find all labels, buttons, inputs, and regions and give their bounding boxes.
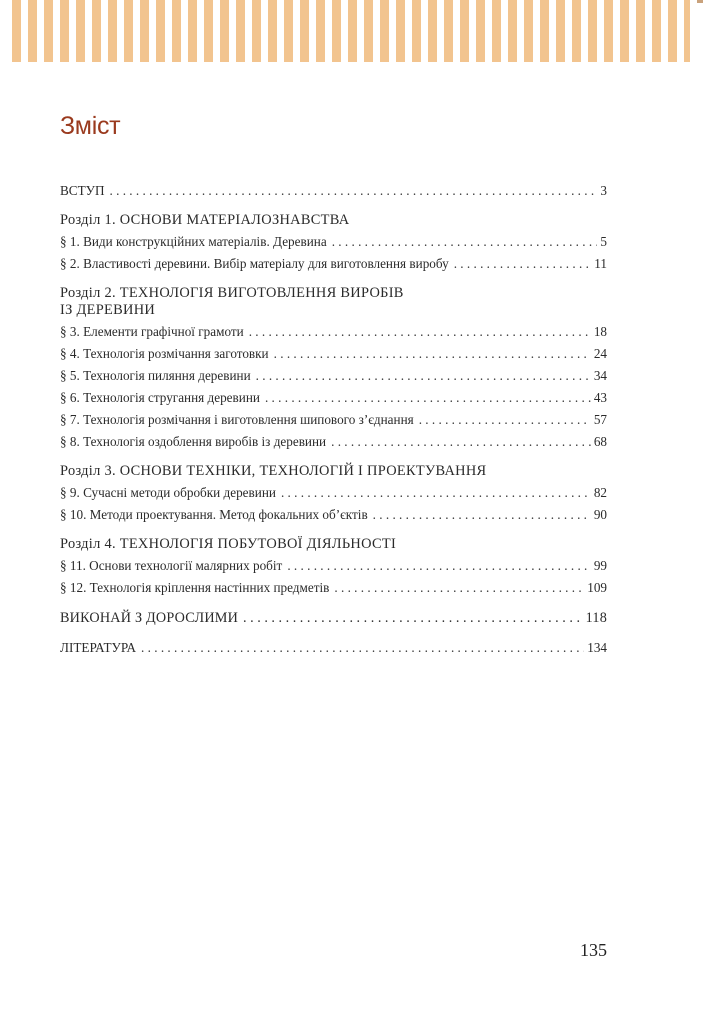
- toc-entry-label: § 8. Технологія оздоблення виробів із деревини: [60, 434, 327, 449]
- section-heading-line: Розділ 2. ТЕХНОЛОГІЯ ВИГОТОВЛЕННЯ ВИРОБІВ: [60, 285, 404, 301]
- toc-entry-page: 34: [593, 368, 607, 383]
- toc-entry[interactable]: [60, 387, 607, 409]
- toc-entry[interactable]: [60, 431, 607, 453]
- toc-entry-label: § 6. Технологія стругання деревини: [60, 390, 260, 405]
- toc-entry[interactable]: [60, 504, 607, 526]
- toc-entry-page: 90: [593, 507, 607, 522]
- decorative-stripes-header: [0, 0, 690, 62]
- toc-entry-label: § 4. Технологія розмічання заготовки: [60, 346, 269, 361]
- toc-entry-label: § 5. Технологія пиляння деревини: [60, 368, 251, 383]
- toc-entry[interactable]: [60, 482, 607, 504]
- stripes-edge: [0, 0, 12, 62]
- toc-entry-page: 5: [600, 234, 607, 249]
- toc-entry[interactable]: [60, 231, 607, 253]
- toc-leader-dots: [281, 482, 591, 504]
- table-of-contents: [60, 180, 607, 659]
- toc-entry-label: § 9. Сучасні методи обробки деревини: [60, 485, 276, 500]
- toc-entry[interactable]: [60, 577, 607, 599]
- toc-entry-page: 134: [587, 640, 607, 655]
- section-heading-4: Розділ 4. ТЕХНОЛОГІЯ ПОБУТОВОЇ ДІЯЛЬНОСТІ: [60, 536, 397, 552]
- toc-entry-page: 57: [593, 412, 607, 427]
- toc-entry-page: 82: [593, 485, 607, 500]
- toc-entry-page: 43: [593, 390, 607, 405]
- toc-leader-dots: [265, 387, 591, 409]
- toc-entry-label: § 12. Технологія кріплення настінних предметів: [60, 580, 330, 595]
- toc-entry[interactable]: [60, 253, 607, 275]
- toc-leader-dots: [249, 321, 591, 343]
- toc-leader-dots: [331, 431, 591, 453]
- toc-leader-dots: [243, 607, 583, 629]
- toc-entry-with-adults[interactable]: [60, 607, 607, 629]
- corner-mark: [697, 0, 703, 3]
- toc-entry[interactable]: [60, 321, 607, 343]
- section-heading-line: ІЗ ДЕРЕВИНИ: [60, 302, 156, 318]
- toc-leader-dots: [256, 365, 591, 387]
- toc-entry-label: ВСТУП: [60, 183, 105, 198]
- toc-entry[interactable]: [60, 365, 607, 387]
- toc-leader-dots: [141, 637, 584, 659]
- toc-leader-dots: [332, 231, 598, 253]
- toc-entry-label: § 3. Елементи графічної грамоти: [60, 324, 244, 339]
- toc-leader-dots: [274, 343, 591, 365]
- toc-leader-dots: [419, 409, 591, 431]
- toc-entry-label: § 7. Технологія розмічання і виготовлення шипового з’єднання: [60, 412, 414, 427]
- toc-entry-intro[interactable]: [60, 180, 607, 202]
- toc-entry-page: 68: [593, 434, 607, 449]
- toc-leader-dots: [334, 577, 584, 599]
- toc-leader-dots: [287, 555, 591, 577]
- toc-leader-dots: [110, 180, 598, 202]
- toc-entry-label: § 10. Методи проектування. Метод фокальних об’єктів: [60, 507, 368, 522]
- toc-leader-dots: [454, 253, 592, 275]
- toc-entry-label: ЛІТЕРАТУРА: [60, 640, 137, 655]
- toc-entry[interactable]: [60, 343, 607, 365]
- toc-entry[interactable]: [60, 409, 607, 431]
- section-heading-3: Розділ 3. ОСНОВИ ТЕХНІКИ, ТЕХНОЛОГІЙ І ПРОЕКТУВАННЯ: [60, 463, 487, 479]
- toc-entry-page: 18: [593, 324, 607, 339]
- toc-entry-page: 99: [593, 558, 607, 573]
- toc-leader-dots: [373, 504, 591, 526]
- toc-entry-literature[interactable]: [60, 637, 607, 659]
- section-heading-2: [60, 285, 607, 321]
- section-heading-1: Розділ 1. ОСНОВИ МАТЕРІАЛОЗНАВСТВА: [60, 212, 350, 228]
- page-title: Зміст: [60, 112, 121, 140]
- toc-entry-page: 118: [585, 610, 607, 626]
- toc-entry-page: 11: [594, 256, 607, 271]
- toc-entry-page: 109: [587, 580, 607, 595]
- toc-entry-label: § 2. Властивості деревини. Вибір матеріалу для виготовлення виробу: [60, 256, 449, 271]
- toc-entry-label: § 11. Основи технології малярних робіт: [60, 558, 283, 573]
- toc-entry-page: 24: [593, 346, 607, 361]
- toc-entry-page: 3: [600, 183, 607, 198]
- toc-entry-label: ВИКОНАЙ З ДОРОСЛИМИ: [60, 610, 239, 626]
- toc-entry-label: § 1. Види конструкційних матеріалів. Деревина: [60, 234, 327, 249]
- toc-entry[interactable]: [60, 555, 607, 577]
- page-number: 135: [580, 940, 607, 960]
